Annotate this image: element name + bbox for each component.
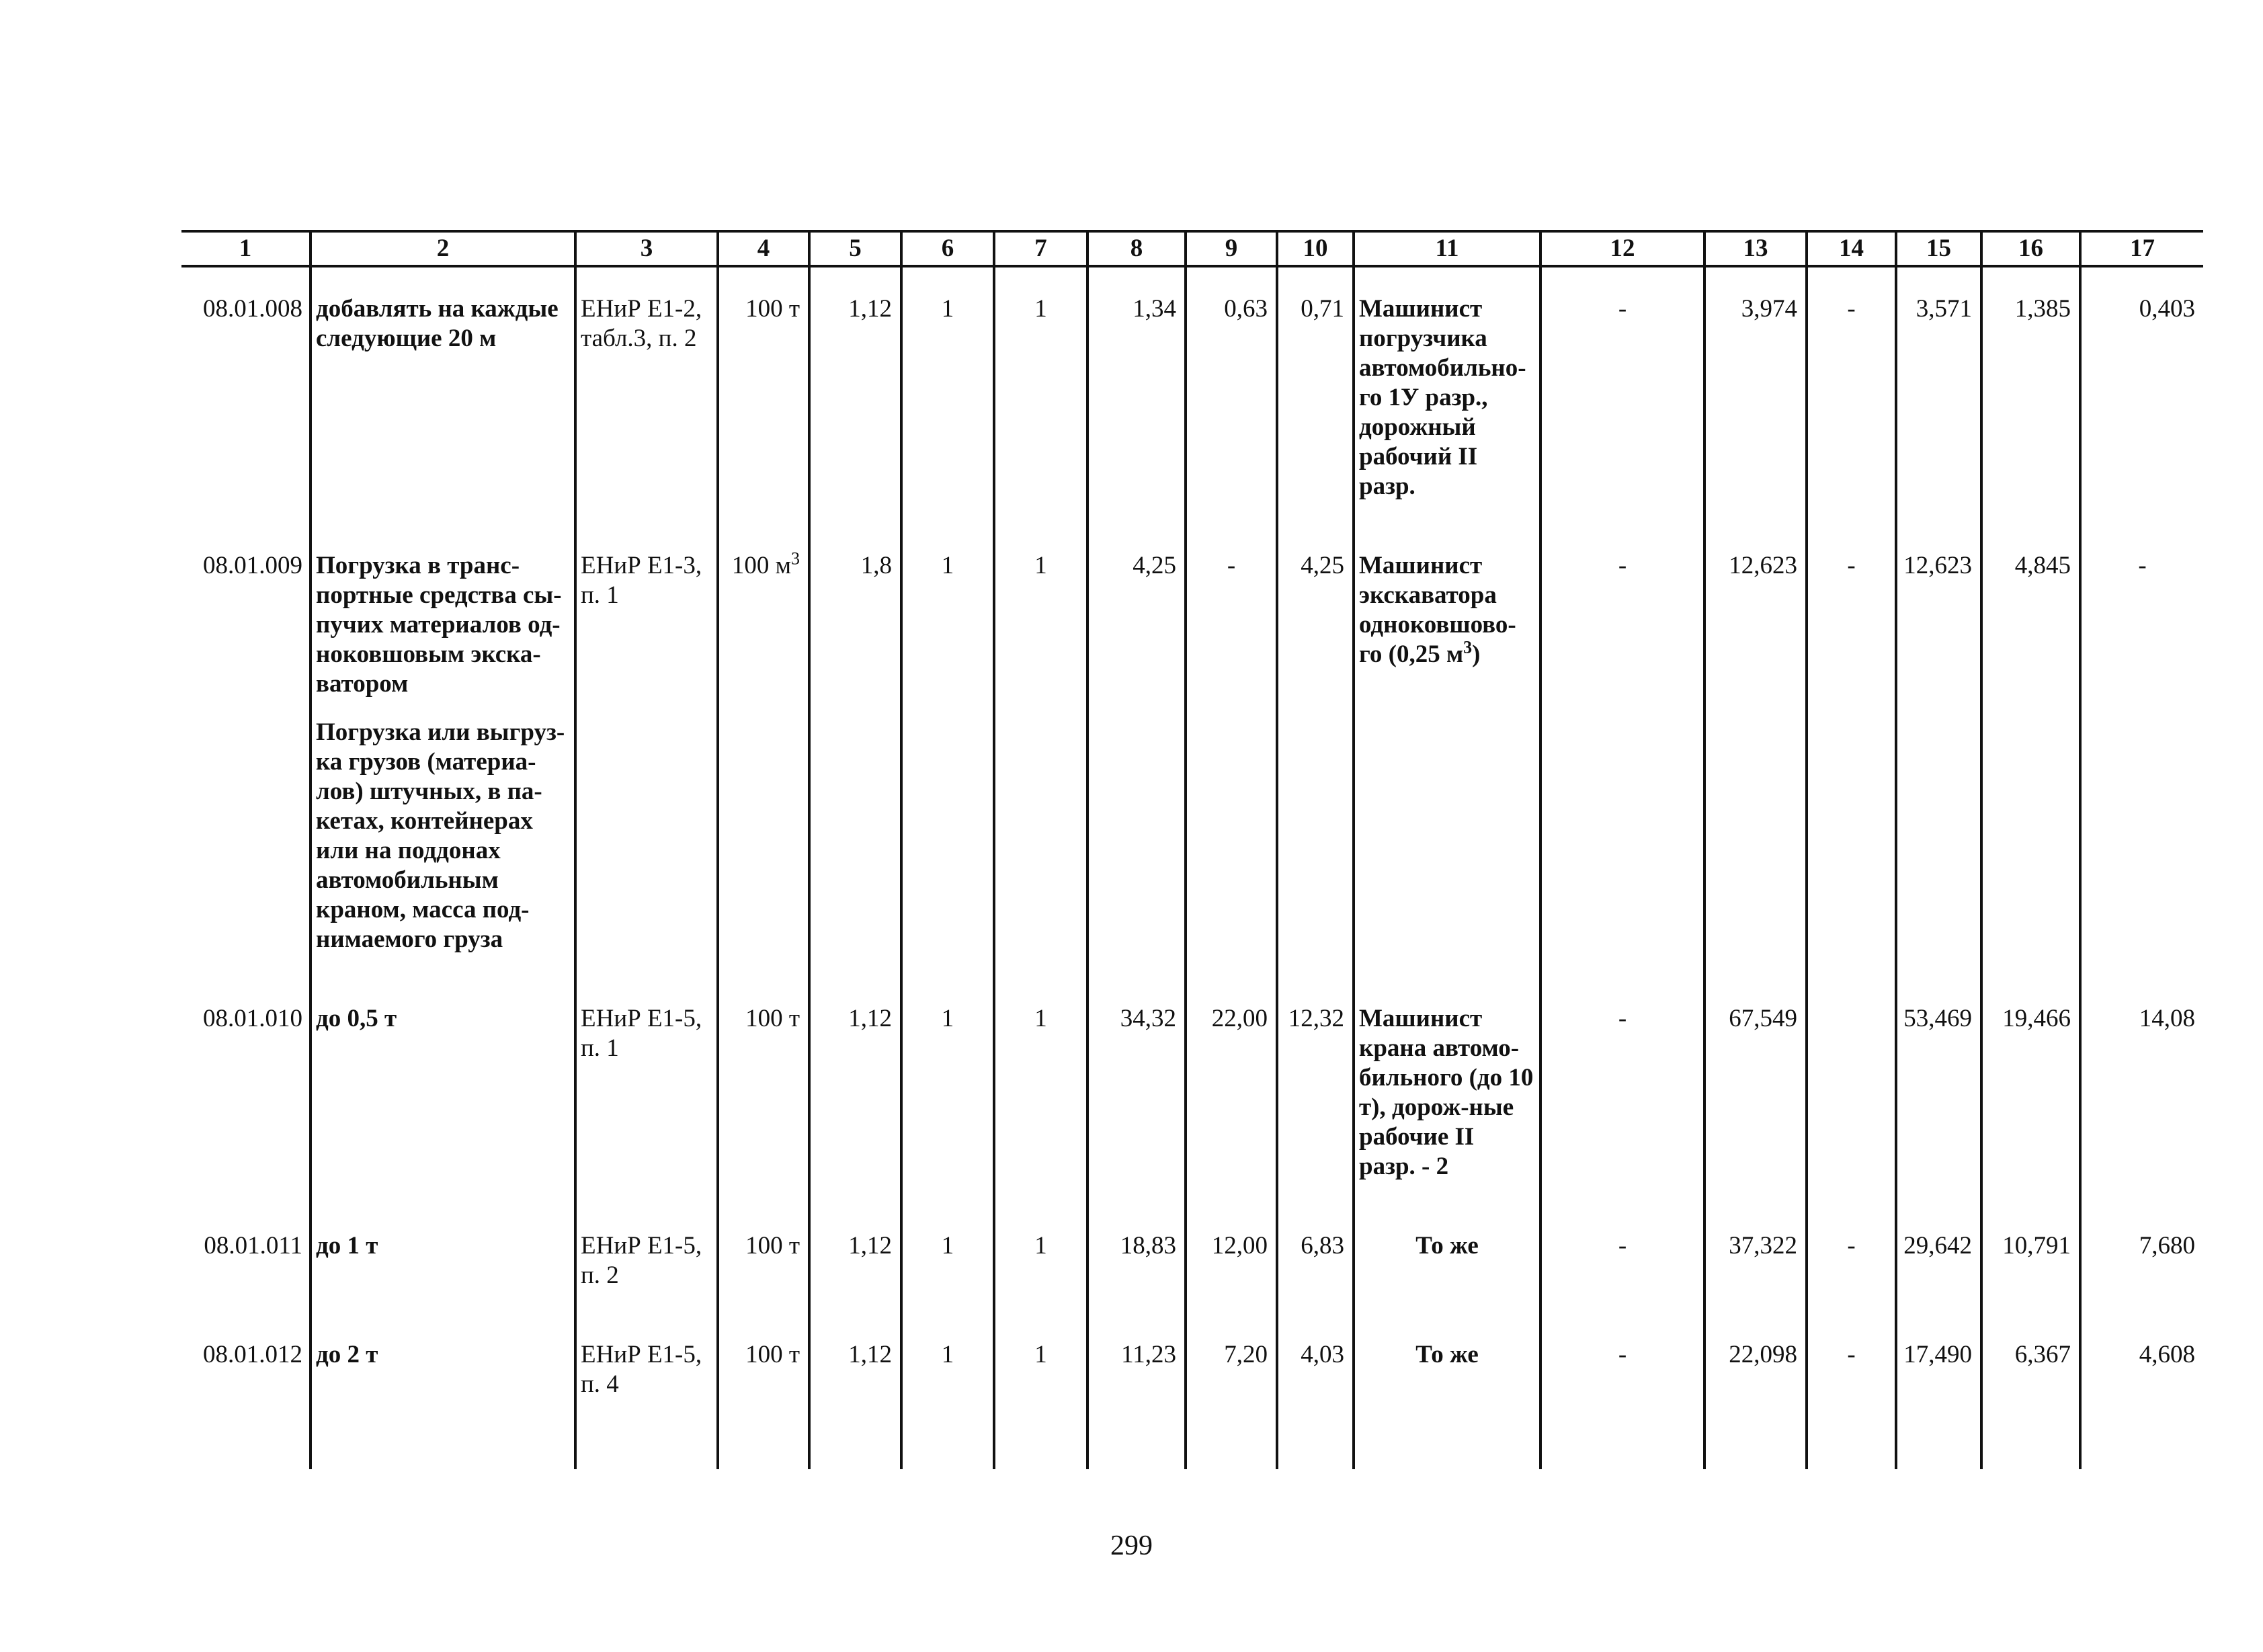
cell-8: 4,25 bbox=[1087, 524, 1186, 977]
column-header: 2 bbox=[311, 231, 575, 266]
cell-14 bbox=[1807, 977, 1896, 1204]
cell-6: 1 bbox=[901, 977, 994, 1204]
cell-5: 1,12 bbox=[809, 1204, 901, 1313]
staff-composition: Машинист крана автомо-бильного (до 10 т), дорож-ные рабочие II разр. - 2 bbox=[1354, 977, 1540, 1204]
column-header: 4 bbox=[718, 231, 809, 266]
cell-6: 1 bbox=[901, 266, 994, 524]
table-row bbox=[181, 1204, 2203, 1313]
cell-14: - bbox=[1807, 524, 1896, 977]
unit-cell bbox=[718, 524, 809, 977]
cell-8: 1,34 bbox=[1087, 266, 1186, 524]
row-code: 08.01.010 bbox=[203, 1005, 302, 1032]
staff-composition bbox=[1354, 524, 1540, 977]
work-name-cell bbox=[311, 524, 575, 977]
cell-16: 19,466 bbox=[1981, 977, 2080, 1204]
group-heading: Погрузка или выгруз-ка грузов (материа-лов) штучных, в па-кетах, контейнерах или на поддонах автомобильным краном, масса под-нимаемого груза bbox=[316, 718, 565, 953]
column-header: 16 bbox=[1981, 231, 2080, 266]
cell-12: - bbox=[1540, 266, 1704, 524]
cell-14: - bbox=[1807, 1313, 1896, 1422]
cell-5: 1,12 bbox=[809, 266, 901, 524]
cell-15: 3,571 bbox=[1896, 266, 1981, 524]
work-name: до 2 т bbox=[311, 1313, 575, 1422]
staff-text: Машинист экскаватора одноковшово-го (0,25 м bbox=[1359, 552, 1516, 668]
cell-10: 6,83 bbox=[1277, 1204, 1354, 1313]
staff-composition: То же bbox=[1354, 1204, 1540, 1313]
cell-8: 11,23 bbox=[1087, 1313, 1186, 1422]
cell-7: 1 bbox=[994, 266, 1087, 524]
cell-13: 22,098 bbox=[1704, 1313, 1807, 1422]
cell-6: 1 bbox=[901, 1204, 994, 1313]
cell-17: 0,403 bbox=[2080, 266, 2203, 524]
cell-9: 0,63 bbox=[1186, 266, 1277, 524]
column-header: 1 bbox=[181, 231, 311, 266]
cell-8: 34,32 bbox=[1087, 977, 1186, 1204]
cell-13: 67,549 bbox=[1704, 977, 1807, 1204]
cell-10: 4,03 bbox=[1277, 1313, 1354, 1422]
cell-10: 12,32 bbox=[1277, 977, 1354, 1204]
column-header: 17 bbox=[2080, 231, 2203, 266]
norm-basis: ЕНиР Е1-3, п. 1 bbox=[575, 524, 718, 977]
cell-13: 3,974 bbox=[1704, 266, 1807, 524]
norm-basis: ЕНиР Е1-5, п. 4 bbox=[575, 1313, 718, 1422]
cell-12: - bbox=[1540, 1204, 1704, 1313]
unit: 100 т bbox=[718, 1313, 809, 1422]
cell-9: 22,00 bbox=[1186, 977, 1277, 1204]
table-header-row bbox=[181, 231, 2203, 266]
cell-5: 1,8 bbox=[809, 524, 901, 977]
cell-12: - bbox=[1540, 977, 1704, 1204]
unit: 100 т bbox=[718, 1204, 809, 1313]
cell-9: - bbox=[1186, 524, 1277, 977]
column-header: 8 bbox=[1087, 231, 1186, 266]
cell-12: - bbox=[1540, 524, 1704, 977]
work-name: добавлять на каждые следующие 20 м bbox=[311, 266, 575, 524]
unit: 100 т bbox=[718, 266, 809, 524]
column-header: 11 bbox=[1354, 231, 1540, 266]
cell-17: 14,08 bbox=[2080, 977, 2203, 1204]
cell-5: 1,12 bbox=[809, 1313, 901, 1422]
cell-16: 10,791 bbox=[1981, 1204, 2080, 1313]
column-header: 5 bbox=[809, 231, 901, 266]
cell-5: 1,12 bbox=[809, 977, 901, 1204]
staff-composition: То же bbox=[1354, 1313, 1540, 1422]
cell-12: - bbox=[1540, 1313, 1704, 1422]
cell-13: 37,322 bbox=[1704, 1204, 1807, 1313]
cell-7: 1 bbox=[994, 1313, 1087, 1422]
cell-14: - bbox=[1807, 266, 1896, 524]
norms-table bbox=[181, 230, 2203, 1469]
cell-6: 1 bbox=[901, 524, 994, 977]
cell-9: 12,00 bbox=[1186, 1204, 1277, 1313]
row-code: 08.01.008 bbox=[203, 295, 302, 323]
cell-16: 4,845 bbox=[1981, 524, 2080, 977]
cell-10: 0,71 bbox=[1277, 266, 1354, 524]
staff-text-end: ) bbox=[1472, 641, 1481, 668]
cell-7: 1 bbox=[994, 977, 1087, 1204]
work-name: Погрузка в транс-портные средства сы-пучих материалов од-ноковшовым экска-ватором bbox=[316, 552, 562, 698]
unit: 100 м bbox=[731, 552, 791, 579]
table-row bbox=[181, 266, 2203, 524]
column-header: 7 bbox=[994, 231, 1087, 266]
column-header: 10 bbox=[1277, 231, 1354, 266]
cell-10: 4,25 bbox=[1277, 524, 1354, 977]
column-header: 14 bbox=[1807, 231, 1896, 266]
table-row bbox=[181, 1313, 2203, 1422]
cell-6: 1 bbox=[901, 1313, 994, 1422]
cell-15: 53,469 bbox=[1896, 977, 1981, 1204]
staff-composition: Машинист погрузчика автомобильно-го 1У разр., дорожный рабочий II разр. bbox=[1354, 266, 1540, 524]
work-name: до 1 т bbox=[311, 1204, 575, 1313]
table-bottom-spacer bbox=[181, 1422, 2203, 1469]
norm-basis: ЕНиР Е1-2, табл.3, п. 2 bbox=[575, 266, 718, 524]
row-code: 08.01.012 bbox=[203, 1341, 302, 1368]
cell-16: 6,367 bbox=[1981, 1313, 2080, 1422]
cell-14: - bbox=[1807, 1204, 1896, 1313]
column-header: 13 bbox=[1704, 231, 1807, 266]
cell-15: 17,490 bbox=[1896, 1313, 1981, 1422]
cell-17: 4,608 bbox=[2080, 1313, 2203, 1422]
cell-16: 1,385 bbox=[1981, 266, 2080, 524]
staff-superscript: 3 bbox=[1463, 637, 1473, 657]
column-header: 9 bbox=[1186, 231, 1277, 266]
unit: 100 т bbox=[718, 977, 809, 1204]
column-header: 15 bbox=[1896, 231, 1981, 266]
cell-13: 12,623 bbox=[1704, 524, 1807, 977]
row-code: 08.01.009 bbox=[203, 552, 302, 579]
row-code: 08.01.011 bbox=[204, 1232, 302, 1259]
cell-7: 1 bbox=[994, 1204, 1087, 1313]
cell-7: 1 bbox=[994, 524, 1087, 977]
table-row bbox=[181, 524, 2203, 977]
cell-9: 7,20 bbox=[1186, 1313, 1277, 1422]
cell-8: 18,83 bbox=[1087, 1204, 1186, 1313]
cell-17: 7,680 bbox=[2080, 1204, 2203, 1313]
norm-basis: ЕНиР Е1-5, п. 1 bbox=[575, 977, 718, 1204]
column-header: 6 bbox=[901, 231, 994, 266]
column-header: 3 bbox=[575, 231, 718, 266]
cell-15: 29,642 bbox=[1896, 1204, 1981, 1313]
table-row bbox=[181, 977, 2203, 1204]
page-number: 299 bbox=[1110, 1530, 1153, 1561]
cell-15: 12,623 bbox=[1896, 524, 1981, 977]
cell-17: - bbox=[2080, 524, 2203, 977]
column-header: 12 bbox=[1540, 231, 1704, 266]
norm-basis: ЕНиР Е1-5, п. 2 bbox=[575, 1204, 718, 1313]
work-name: до 0,5 т bbox=[311, 977, 575, 1204]
unit-superscript: 3 bbox=[791, 548, 800, 569]
